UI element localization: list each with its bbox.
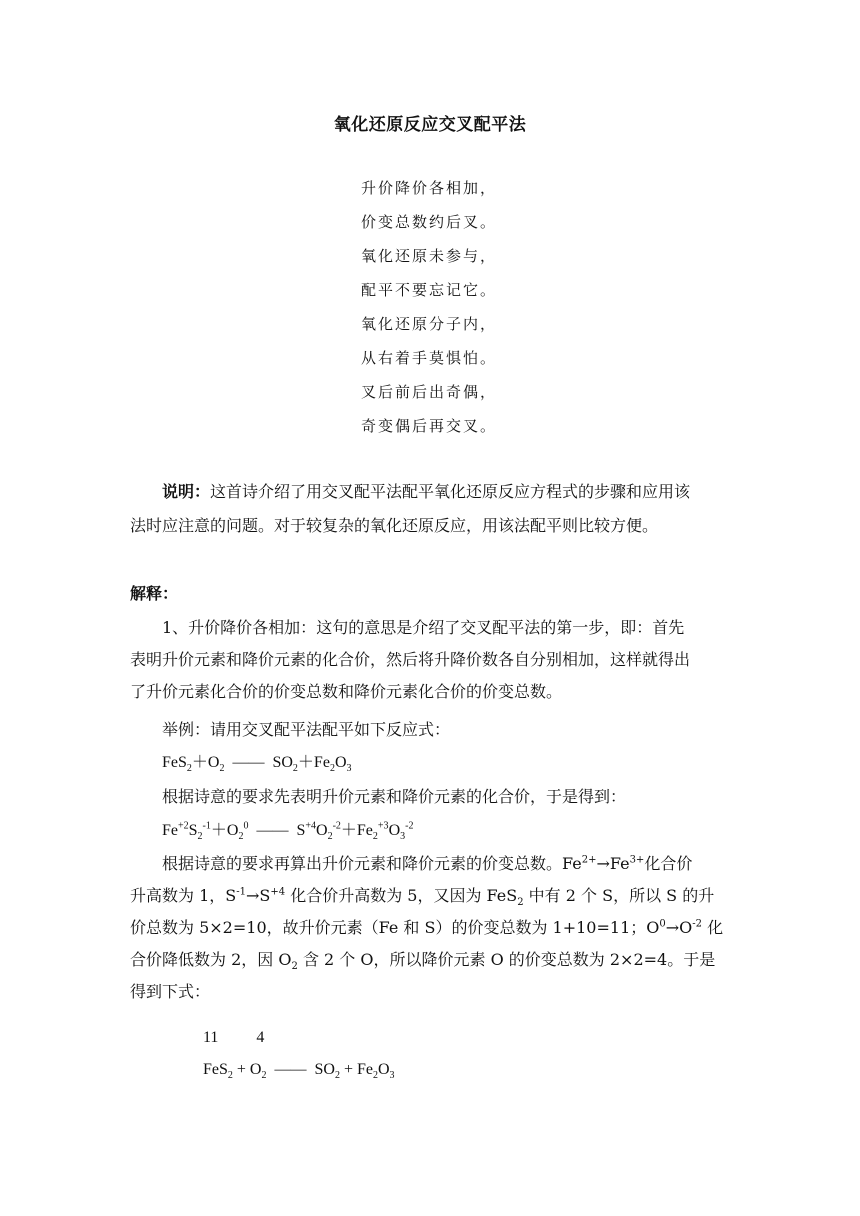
poem-line: 配平不要忘记它。 [361, 281, 498, 299]
example-intro: 举例：请用交叉配平法配平如下反应式： [162, 720, 451, 739]
poem-line: 从右着手莫惧怕。 [361, 349, 498, 367]
note-paragraph [130, 481, 750, 549]
poem-line: 氧化还原未参与， [361, 247, 498, 265]
explain-label: 解释： [130, 584, 179, 603]
poem-line: 氧化还原分子内， [361, 315, 498, 333]
document-title: 氧化还原反应交叉配平法 [333, 115, 527, 135]
equation-with-valences: $Fe^{+2}S_2^{-1}+O_2^0$ —— $S^{+4}O_2^{-2}+Fe_2^{+3}O_3^{-2}$ [162, 820, 414, 843]
note-line: 法时应注意的问题。对于较复杂的氧化还原反应，用该法配平则比较方便。 [130, 516, 659, 535]
after-equation-text: 根据诗意的要求先表明升价元素和降价元素的化合价，于是得到： [162, 787, 627, 806]
step1-lead: 1、升价降价各相加： [162, 618, 317, 637]
total-lowered: 4 [256, 1029, 265, 1046]
calculation-paragraph: 根据诗意的要求再算出升价元素和降价元素的价变总数。$Fe^{2+}\to Fe^{3+}$化合价 升高数为 1，$S^{-1}\to S^{+4}$ 化合价升高数为 5，又因为 FeS$_2$ 中有 2 个 S，所以 S 的升 价总数为 5×2=10，故升价元素（Fe 和 S）的价变总数为 1+10=11；$O^0\to O^{-2}$ 化 合价降低数为 2，因 $O_2$ 含 2 个 O，所以降价元素 O 的价变总数为 2×2=4。于是 得到下式： [130, 853, 750, 1013]
poem-line: 升价降价各相加， [361, 179, 498, 197]
step1-line: 表明升价元素和降价元素的化合价，然后将升降价数各自分别相加，这样就得出 [130, 650, 691, 669]
poem-line: 叉后前后出奇偶， [361, 383, 498, 401]
totals-row [203, 1027, 264, 1049]
note-line: 这首诗介绍了用交叉配平法配平氧化还原反应方程式的步骤和应用该 [210, 482, 691, 501]
equation-unbalanced: $FeS_2+O_2$ —— $SO_2+Fe_2O_3$ [162, 754, 352, 775]
poem-line: 价变总数约后叉。 [361, 213, 498, 231]
poem [361, 177, 561, 449]
step1-line: 了升价元素化合价的价变总数和降价元素化合价的价变总数。 [130, 682, 563, 701]
poem-line: 奇变偶后再交叉。 [361, 417, 498, 435]
explain-heading [130, 583, 178, 605]
equation-final: $FeS_2 + O_2$ —— $SO_2 + Fe_2O_3$ [203, 1061, 395, 1082]
calc-line: 得到下式： [130, 982, 211, 1001]
note-label: 说明： [162, 482, 211, 501]
step1-line: 这句的意思是介绍了交叉配平法的第一步，即：首先 [316, 618, 685, 637]
total-raised: 11 [203, 1029, 219, 1046]
step1-paragraph [130, 617, 750, 713]
